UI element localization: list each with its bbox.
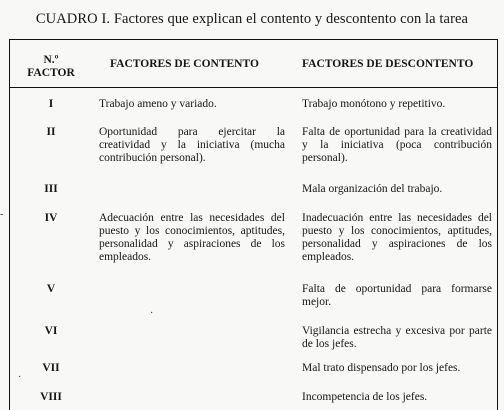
row-contento: Trabajo ameno y variado. (99, 98, 217, 110)
row-descontento: Incompetencia de los jefes. (302, 391, 428, 403)
row-descontento: Trabajo monótono y repetitivo. (302, 98, 446, 110)
header-number-label: N.º (43, 54, 59, 66)
header-divider (9, 87, 498, 88)
row-number: IV (44, 212, 58, 224)
row-number: III (44, 183, 58, 195)
scan-mark: · (18, 372, 22, 383)
row-number: VI (44, 325, 58, 337)
row-descontento: Falta de oportunidad para formarse mejor. (302, 283, 492, 308)
row-descontento: Vigilancia estrecha y excesiva por parte de los jefes. (302, 325, 492, 350)
row-descontento: Falta de oportunidad para la creatividad y la iniciativa (poca contribución personal). (302, 126, 492, 164)
row-descontento: Mala organización del trabajo. (302, 183, 443, 195)
row-contento: Oportunidad para ejercitar la creatividad y la iniciativa (mucha contribución personal). (99, 126, 285, 164)
header-factor-number (12, 54, 90, 80)
row-number: VII (42, 362, 60, 374)
table-caption: CUADRO I. Factores que explican el contento y descontento con la tarea (35, 11, 469, 27)
header-factor-label: FACTOR (27, 67, 75, 79)
scan-mark: - (0, 209, 4, 220)
row-descontento: Mal trato dispensado por los jefes. (302, 362, 461, 374)
row-number: VIII (40, 391, 62, 403)
header-descontento: FACTORES DE DESCONTENTO (302, 58, 474, 70)
scan-mark: · (150, 308, 154, 319)
header-contento: FACTORES DE CONTENTO (110, 58, 259, 70)
row-number: I (48, 98, 54, 110)
row-contento: Adecuación entre las necesidades del puesto y los conocimientos, aptitudes, personalidad y aspiraciones de los empleados. (99, 212, 285, 263)
row-number: II (46, 126, 56, 138)
row-number: V (46, 283, 56, 295)
row-descontento: Inadecuación entre las necesidades del puesto y los conocimientos, aptitudes, personalidad y aspiraciones de los empleados. (302, 212, 492, 263)
